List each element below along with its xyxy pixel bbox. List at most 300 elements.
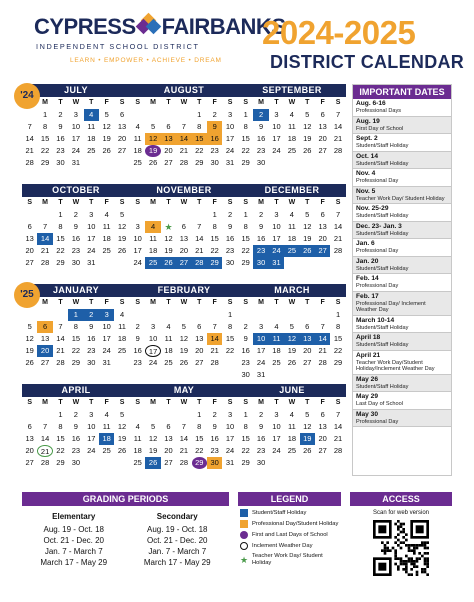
weekday-label: F	[320, 99, 325, 106]
day-cell: 25	[287, 146, 297, 155]
week-row	[130, 309, 238, 321]
weekday-label: W	[72, 99, 80, 106]
empty-cell	[99, 157, 114, 169]
day-cell: 13	[318, 222, 327, 231]
day-cell: 25	[87, 146, 96, 155]
day-cell: 10	[225, 122, 235, 131]
day-cell: 27	[303, 358, 312, 367]
day-cell: 18	[164, 346, 173, 355]
day-cell: 9	[243, 334, 248, 343]
weekday-header	[238, 97, 346, 109]
day-cell: 10	[87, 222, 96, 231]
month-may	[130, 384, 238, 486]
empty-cell	[300, 369, 315, 381]
day-cell: 28	[333, 246, 343, 255]
month-december	[238, 184, 346, 286]
day-cell: 30	[225, 258, 235, 267]
day-cell: 12	[303, 422, 312, 431]
day-cell: 19	[102, 134, 111, 143]
week-row	[130, 409, 238, 421]
weekday-label: T	[166, 99, 171, 106]
day-cell: 2	[259, 410, 264, 419]
important-date: Oct. 14	[356, 152, 378, 160]
day-cell: 16	[71, 434, 81, 443]
important-date-item	[353, 204, 451, 222]
important-date-item	[353, 410, 451, 428]
day-cell: 25	[272, 358, 281, 367]
empty-cell	[130, 109, 145, 121]
week-row	[130, 257, 238, 269]
day-cell: 13	[195, 334, 204, 343]
day-cell: 20	[164, 446, 173, 455]
day-cell: 23	[241, 358, 250, 367]
day-cell: 18	[102, 234, 111, 243]
important-date: Jan. 6	[356, 240, 375, 247]
day-cell: 14	[195, 234, 204, 243]
weekday-label: W	[180, 199, 188, 206]
day-cell: 12	[148, 434, 158, 443]
grading-periods	[22, 492, 229, 584]
day-cell: 1	[58, 410, 63, 419]
day-cell: 16	[256, 134, 266, 143]
important-desc: Professional Day/ Inclement Weather Day	[356, 300, 426, 313]
day-cell: 10	[272, 422, 281, 431]
weekday-label: T	[89, 399, 94, 406]
day-cell: 15	[225, 334, 235, 343]
empty-cell	[315, 309, 330, 321]
day-cell: 10	[225, 422, 235, 431]
month-title: JANUARY	[22, 284, 130, 297]
empty-cell	[269, 309, 284, 321]
important-date-item	[353, 187, 451, 205]
important-desc: Professional Day	[356, 418, 399, 425]
day-cell: 12	[145, 133, 160, 145]
month-october	[22, 184, 130, 286]
day-cell: 5	[119, 210, 125, 219]
weekday-header	[238, 197, 346, 209]
important-date: April 21	[356, 351, 381, 359]
week-row	[238, 345, 346, 357]
day-cell: 3	[73, 110, 78, 119]
day-cell: 5	[27, 322, 32, 331]
day-cell: 4	[166, 322, 171, 331]
day-cell: 21	[25, 146, 34, 155]
empty-cell	[300, 257, 315, 269]
legend-title: LEGEND	[238, 492, 341, 506]
empty-cell	[99, 457, 114, 469]
weekday-header	[130, 397, 238, 409]
empty-cell	[284, 157, 299, 169]
day-cell: 21	[179, 446, 189, 455]
important-date: Nov. 5	[356, 187, 376, 195]
weekday-label: F	[104, 299, 109, 306]
weekday-label: W	[288, 299, 296, 306]
legend	[238, 492, 341, 584]
day-cell: 4	[289, 110, 294, 119]
qr-code[interactable]	[373, 520, 429, 576]
day-cell: 2	[58, 110, 63, 119]
day-cell: 21	[179, 146, 189, 155]
access-panel	[350, 492, 452, 584]
weekday-label: M	[258, 99, 264, 106]
month-title: FEBRUARY	[130, 284, 238, 297]
empty-cell	[53, 309, 68, 321]
day-cell: 2	[227, 210, 233, 219]
elementary-period: Jan. 7 - March 7	[44, 547, 103, 556]
legend-item	[240, 509, 341, 517]
important-desc: First Day of School	[356, 125, 404, 132]
legend-label: Professional Day/Student Holiday	[252, 520, 339, 527]
empty-cell	[161, 109, 176, 121]
star-icon: ★	[164, 222, 173, 232]
day-cell: 21	[318, 346, 327, 355]
day-cell: 16	[56, 134, 65, 143]
day-cell: 17	[272, 234, 281, 243]
weekday-label: T	[274, 199, 279, 206]
day-cell: 11	[164, 334, 173, 343]
day-cell: 30	[256, 458, 266, 467]
empty-cell	[330, 457, 345, 469]
day-cell: 2	[84, 309, 99, 321]
day-cell: 5	[119, 410, 125, 419]
day-cell: 25	[117, 346, 127, 355]
weekday-label: S	[243, 99, 249, 106]
day-cell: 25	[164, 358, 173, 367]
day-cell: 1	[58, 210, 63, 219]
empty-cell	[330, 257, 345, 269]
day-cell: 4	[145, 221, 160, 233]
day-cell: 13	[25, 434, 34, 443]
important-date: Nov. 4	[356, 170, 376, 177]
week-row	[238, 145, 346, 157]
day-cell: 8	[243, 222, 248, 231]
weekday-label: S	[227, 399, 233, 406]
day-cell: 27	[117, 146, 127, 155]
day-cell: 20	[303, 346, 312, 355]
weekday-label: W	[72, 199, 80, 206]
legend-item	[240, 553, 341, 567]
empty-cell	[269, 457, 284, 469]
day-cell: 10	[148, 334, 158, 343]
day-cell: 11	[287, 422, 296, 431]
weekday-label: T	[274, 299, 279, 306]
day-cell: 23	[253, 245, 268, 257]
weekday-label: M	[150, 199, 156, 206]
week-row	[130, 357, 238, 369]
important-date: May 30	[356, 410, 378, 418]
day-cell: 24	[148, 358, 158, 367]
weekday-label: T	[197, 99, 202, 106]
day-cell: 31	[225, 458, 235, 467]
day-cell: 9	[207, 121, 222, 133]
empty-cell	[37, 309, 52, 321]
day-cell: 25	[284, 245, 299, 257]
empty-cell	[130, 209, 145, 221]
day-cell: 19	[303, 134, 312, 143]
day-cell: 12	[164, 234, 173, 243]
day-cell: 11	[102, 422, 111, 431]
weekday-label: T	[89, 199, 94, 206]
empty-cell	[284, 457, 299, 469]
month-title: SEPTEMBER	[238, 84, 346, 97]
weekday-label: S	[119, 299, 125, 306]
day-cell: 16	[210, 434, 219, 443]
day-cell: 20	[195, 346, 204, 355]
day-cell: 4	[135, 122, 140, 131]
day-cell: 21	[56, 346, 65, 355]
day-cell: 30	[71, 458, 81, 467]
day-cell: 7	[43, 222, 48, 231]
month-august	[130, 84, 238, 186]
elementary-period: March 17 - May 29	[40, 558, 108, 567]
day-cell: 7	[43, 422, 48, 431]
week-row	[22, 245, 130, 257]
day-cell: 8	[197, 422, 202, 431]
day-cell: 24	[272, 446, 281, 455]
weekday-label: T	[58, 99, 63, 106]
day-cell: 11	[149, 234, 157, 243]
day-cell: 26	[117, 246, 127, 255]
legend-item	[240, 542, 341, 550]
day-cell: 14	[207, 333, 222, 345]
day-cell: 16	[256, 234, 266, 243]
tagline: LEARN • EMPOWER • ACHIEVE • DREAM	[70, 57, 222, 64]
day-cell: 28	[56, 358, 65, 367]
important-date-item	[353, 333, 451, 351]
day-cell: 16	[71, 234, 81, 243]
day-cell: 17	[102, 334, 111, 343]
day-cell: 31	[225, 158, 235, 167]
day-cell: 17	[145, 345, 160, 357]
weekday-label: S	[135, 299, 141, 306]
day-cell: 16	[256, 434, 266, 443]
day-cell: 15	[192, 133, 207, 145]
day-cell: 17	[87, 434, 96, 443]
day-cell: 24	[87, 446, 96, 455]
important-date: Feb. 17	[356, 292, 379, 300]
weekday-label: M	[150, 299, 156, 306]
week-row	[238, 457, 346, 469]
weekday-label: W	[180, 99, 188, 106]
week-row	[238, 245, 346, 257]
month-title: OCTOBER	[22, 184, 130, 197]
empty-cell	[176, 409, 191, 421]
day-cell: 5	[151, 122, 156, 131]
day-cell: 2	[212, 110, 217, 119]
important-date-item	[353, 375, 451, 393]
weekday-header	[130, 97, 238, 109]
day-cell: 9	[212, 422, 217, 431]
day-cell: 20	[318, 234, 327, 243]
day-cell: 7	[27, 122, 32, 131]
week-row	[22, 357, 130, 369]
day-cell: 29	[192, 457, 207, 469]
week-row	[238, 257, 346, 269]
access-text: Scan for web version	[372, 510, 430, 516]
week-row	[22, 109, 130, 121]
day-cell: 8	[335, 322, 341, 331]
day-cell: 7	[58, 322, 63, 331]
empty-cell	[22, 409, 37, 421]
weekday-label: S	[135, 199, 141, 206]
day-cell: 24	[225, 446, 235, 455]
day-cell: 5	[181, 322, 186, 331]
important-desc: Teacher Work Day/Student Holiday/Inclement Weather Day	[356, 359, 435, 372]
day-cell: 9	[227, 222, 233, 231]
important-desc: Student/Staff Holiday	[356, 230, 409, 237]
day-cell: 26	[179, 358, 189, 367]
day-cell: 24	[102, 346, 111, 355]
day-cell: 13	[318, 122, 327, 131]
day-cell: 31	[269, 257, 284, 269]
day-cell: 18	[87, 134, 96, 143]
day-cell: 9	[259, 422, 264, 431]
day-cell: 11	[102, 222, 111, 231]
day-cell: 4	[84, 109, 99, 121]
important-date-item	[353, 292, 451, 316]
day-cell: 5	[305, 110, 310, 119]
day-cell: 3	[274, 210, 279, 219]
empty-cell	[269, 369, 284, 381]
weekday-label: F	[212, 299, 217, 306]
day-cell: 30	[256, 158, 266, 167]
empty-cell	[22, 109, 37, 121]
weekday-label: M	[42, 199, 48, 206]
important-date-item	[353, 274, 451, 292]
week-row	[130, 233, 238, 245]
weekday-label: W	[180, 399, 188, 406]
day-cell: 6	[166, 122, 171, 131]
weekday-label: T	[305, 399, 310, 406]
year-badge-2024: '24	[14, 83, 40, 109]
day-cell: 7	[181, 422, 186, 431]
weekday-label: T	[197, 199, 202, 206]
day-cell: 9	[259, 222, 264, 231]
week-row	[238, 409, 346, 421]
empty-cell	[207, 309, 222, 321]
elementary-period: Aug. 19 - Oct. 18	[43, 525, 104, 534]
day-cell: 22	[40, 146, 50, 155]
day-cell: 22	[241, 146, 250, 155]
day-cell: 10	[272, 222, 281, 231]
year-badge-2025: '25	[14, 282, 40, 308]
day-cell: 30	[56, 158, 65, 167]
day-cell: 8	[43, 122, 48, 131]
day-cell: 19	[145, 145, 160, 157]
day-cell: 8	[58, 222, 63, 231]
day-cell: 18	[287, 134, 297, 143]
day-cell: 2	[212, 410, 217, 419]
weekday-label: S	[119, 199, 125, 206]
empty-cell	[284, 369, 299, 381]
empty-cell	[37, 209, 52, 221]
empty-cell	[161, 209, 176, 221]
day-cell: 6	[166, 422, 171, 431]
week-row	[22, 221, 130, 233]
day-cell: 1	[68, 309, 83, 321]
empty-cell	[315, 369, 330, 381]
day-cell: 29	[71, 358, 81, 367]
day-cell: 21	[333, 134, 343, 143]
important-desc: Professional Day	[356, 248, 399, 254]
week-row	[130, 221, 238, 233]
weekday-label: T	[58, 299, 63, 306]
day-cell: 6	[37, 321, 52, 333]
day-cell: 9	[73, 422, 78, 431]
week-row	[22, 445, 130, 457]
week-row	[238, 445, 346, 457]
legend-label: Inclement Weather Day	[252, 542, 313, 549]
weekday-label: M	[258, 399, 264, 406]
empty-cell	[176, 109, 191, 121]
day-cell: 23	[71, 246, 81, 255]
day-cell: 10	[87, 422, 96, 431]
empty-cell	[37, 409, 52, 421]
day-cell: 12	[303, 122, 312, 131]
day-cell: 18	[287, 234, 297, 243]
day-cell: 15	[195, 434, 204, 443]
day-cell: 4	[104, 410, 109, 419]
day-cell: 15	[40, 134, 50, 143]
week-row	[22, 209, 130, 221]
weekday-label: W	[288, 399, 296, 406]
weekday-label: W	[180, 299, 188, 306]
legend-label: First and Last Days of School	[252, 531, 328, 538]
day-cell: 28	[179, 158, 189, 167]
day-cell: 1	[43, 110, 48, 119]
day-cell: 27	[164, 458, 173, 467]
week-row	[22, 233, 130, 245]
weekday-label: F	[104, 199, 109, 206]
day-cell: 23	[56, 146, 65, 155]
day-cell: 28	[318, 358, 327, 367]
day-cell: 4	[274, 322, 279, 331]
day-cell: 13	[40, 334, 50, 343]
weekday-label: T	[305, 299, 310, 306]
weekday-label: F	[320, 399, 325, 406]
day-cell: 19	[117, 434, 127, 443]
weekday-label: S	[335, 199, 341, 206]
day-cell: 26	[161, 257, 176, 269]
day-cell: 31	[87, 258, 96, 267]
weekday-label: S	[335, 99, 341, 106]
day-cell: 2	[259, 210, 264, 219]
day-cell: 4	[119, 310, 125, 319]
day-cell: 29	[241, 458, 250, 467]
day-cell: 2	[243, 322, 248, 331]
day-cell: 4	[289, 210, 294, 219]
day-cell: 18	[99, 433, 114, 445]
day-cell: 15	[56, 434, 65, 443]
day-cell: 18	[148, 246, 158, 255]
weekday-label: F	[212, 99, 217, 106]
empty-cell	[145, 309, 160, 321]
secondary-period: Oct. 21 - Dec. 20	[147, 536, 208, 545]
day-cell: 1	[197, 410, 202, 419]
week-row	[130, 145, 238, 157]
day-cell: 8	[212, 222, 217, 231]
day-cell: 23	[133, 358, 142, 367]
day-cell: 24	[256, 358, 266, 367]
day-cell: 13	[300, 333, 315, 345]
important-desc: Student/Staff Holiday	[356, 265, 409, 272]
legend-square-icon	[240, 520, 248, 528]
week-row	[130, 457, 238, 469]
diamond-logo-icon	[138, 15, 160, 37]
day-cell: 16	[241, 346, 250, 355]
day-cell: 13	[318, 422, 327, 431]
important-desc: Student/Staff Holiday	[356, 143, 409, 149]
